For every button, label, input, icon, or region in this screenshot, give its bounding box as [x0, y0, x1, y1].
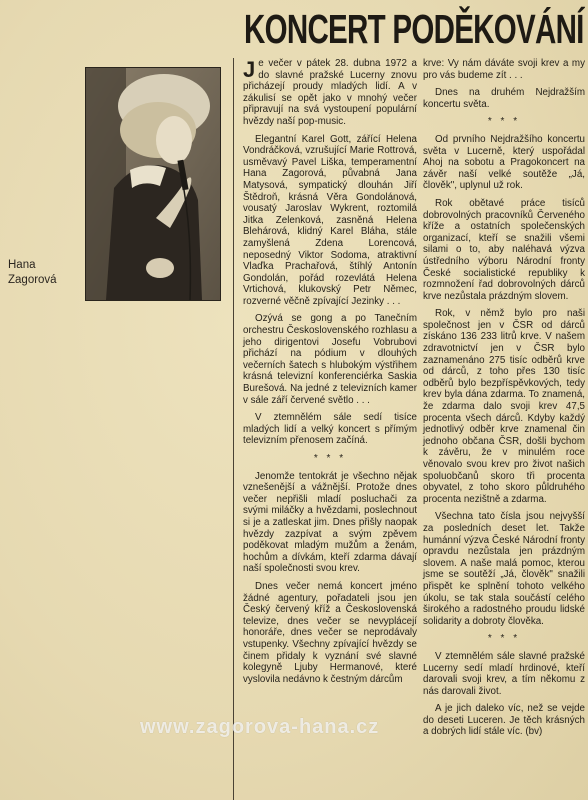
paragraph — [243, 58, 417, 128]
article-column-1 — [243, 58, 417, 691]
paragraph: Všechna tato čísla jsou nejvyšší za posledních deset let. Takže humánní výzva České Národní fronty opravdu nezůstala jen prázdným slovem. A naše malá pomoc, kterou jsme se soutěží „Já, člověk" snažili přispět ke splnění tohoto velkého úkolu, se tak stala součástí celého širokého a radostného proudu lidské solidarity a dobroty člověka. — [423, 511, 585, 627]
paragraph: V ztemnělém sále slavné pražské Lucerny sedí mladí hrdinové, kteří darovali svoji krev, a tím někomu z nás darovali život. — [423, 650, 585, 697]
paragraph: Jenomže tentokrát je všechno nějak vznešenější a vážnější. Protože dnes večer nepřišli mladí posluchači za svými miláčky a hvězdami, poslechnout si je a zatleskat jim. Dnes přišly naopak hvězdy zazpívat a svým zpěvem poděkovat mladým mužům a ženám, hochům a dívkám, kteří zdarma dávají naší společnosti svou krev. — [243, 470, 417, 575]
paragraph: Ozývá se gong a po Tanečním orchestru Československého rozhlasu a jeho dirigentovi Josefu Vobrubovi přichází na pódium v dlouhých večerních šatech s hlubokým výstřihem krásná televizní konferenciérka Saskia Burešová. Na jedné z televizních kamer v sále září červené světlo . . . — [243, 313, 417, 406]
section-separator: * * * — [487, 116, 521, 128]
paragraph: Od prvního Nejdražšího koncertu světa v Lucerně, který uspořádal Ahoj na sobotu a Pragokoncert na závěr naší velké soutěže „Já, člověk", uplynul už rok. — [423, 133, 585, 192]
caption-text: Hana Zagorová — [8, 259, 57, 286]
article-column-2 — [423, 58, 585, 744]
website-watermark: www.zagorova-hana.cz — [140, 716, 380, 738]
paragraph-text: e večer v pátek 28. dubna 1972 a do slavné pražské Lucerny znovu přicházejí proudy mladých lidí. A v zákulisí se opět jako v mnohý večer připravují na svá vystoupení populární hvězdy naší pop-music. — [243, 58, 417, 127]
paragraph: Elegantní Karel Gott, zářící Helena Vondráčková, vzrušující Marie Rottrová, usměvavý Pavel Liška, temperamentní Hana Zagorová, půvabná Jana Matysová, sympatický dlouhán Jiří Štědroň, krásná Věra Gondolánová, vousatý Jaroslav Wykrent, roztomilá Jitka Zelenková, zasněná Helena Blehárová, klidný Karel Bláha, stále zamyšlená Zdena Lorencová, neposedný Viktor Sodoma, atraktivní Vlaďka Prachařová, štíhlý Antonín Gondolán, pořád rozevlátá Helena Vrtichová, klukovský Petr Němec, rozverné věčně zpívající Jezinky . . . — [243, 133, 417, 307]
paragraph: Rok, v němž bylo pro naši společnost jen v ČSR od dárců získáno 136 233 litrů krve. V našem zdravotnictví jen v ČSR bylo zaznamenáno 275 tisíc odběrů krve od dárců, z toho přes 130 tisíc odběrů bylo bezpříspěvkových, tedy krev byla dána zdarma. To znamená, že zdarma dalo svoji krev 47,5 procenta všech dárců. Kdyby každý jednotlivý odběr krve znamenal čin jednoho občana ČSR, došli bychom k závěru, že v minulém roce věnovalo svou krev pro život našich spoluobčanů skoro tři procenta obyvatel, z toho skoro půldruhého procenta nezištně a zdarma. — [423, 308, 585, 505]
section-separator: * * * — [487, 633, 521, 645]
paragraph: Dnes na druhém Nejdražším koncertu světa. — [423, 87, 585, 110]
paragraph: Dnes večer nemá koncert jméno žádné agentury, pořadateli jsou jen Český červený kříž a Československá televize, dnes večer se nevyplácejí honoráře, dnes večer se neprodávaly vstupenky. Všechny zpívající hvězdy se činem přidaly k vyznání své slavné kolegyně Ljuby Hermanové, které vyslovila nedávno k čestným dárcům — [243, 580, 417, 685]
paragraph: Rok obětavé práce tisíců dobrovolných pracovníků Červeného kříže a ostatních společenských organizací, kteří se snažili všemi silami o to, aby naléhavá výzva ústředního výboru Národní fronty České socialistické republiky k rozmnožení řad dobrovolných dárců krve nezůstala prázdným slovem. — [423, 197, 585, 302]
section-separator: * * * — [313, 453, 347, 464]
photo-illustration — [86, 68, 220, 300]
singer-photo — [85, 67, 221, 301]
paragraph: V ztemnělém sále sedí tisíce mladých lidí a velký koncert s přímým televizním přenosem začíná. — [243, 412, 417, 447]
article-title: KONCERT PODĚKOVÁNÍ — [244, 6, 584, 52]
photo-caption — [8, 258, 78, 288]
paragraph: krve: Vy nám dáváte svoji krev a my pro vás budeme zít . . . — [423, 58, 585, 81]
paragraph: A je jich daleko víc, než se vejde do deseti Luceren. Je těch krásných a dobrých lidí stále víc. (bv) — [423, 703, 585, 738]
column-divider — [233, 58, 234, 800]
drop-cap: J — [243, 57, 256, 82]
